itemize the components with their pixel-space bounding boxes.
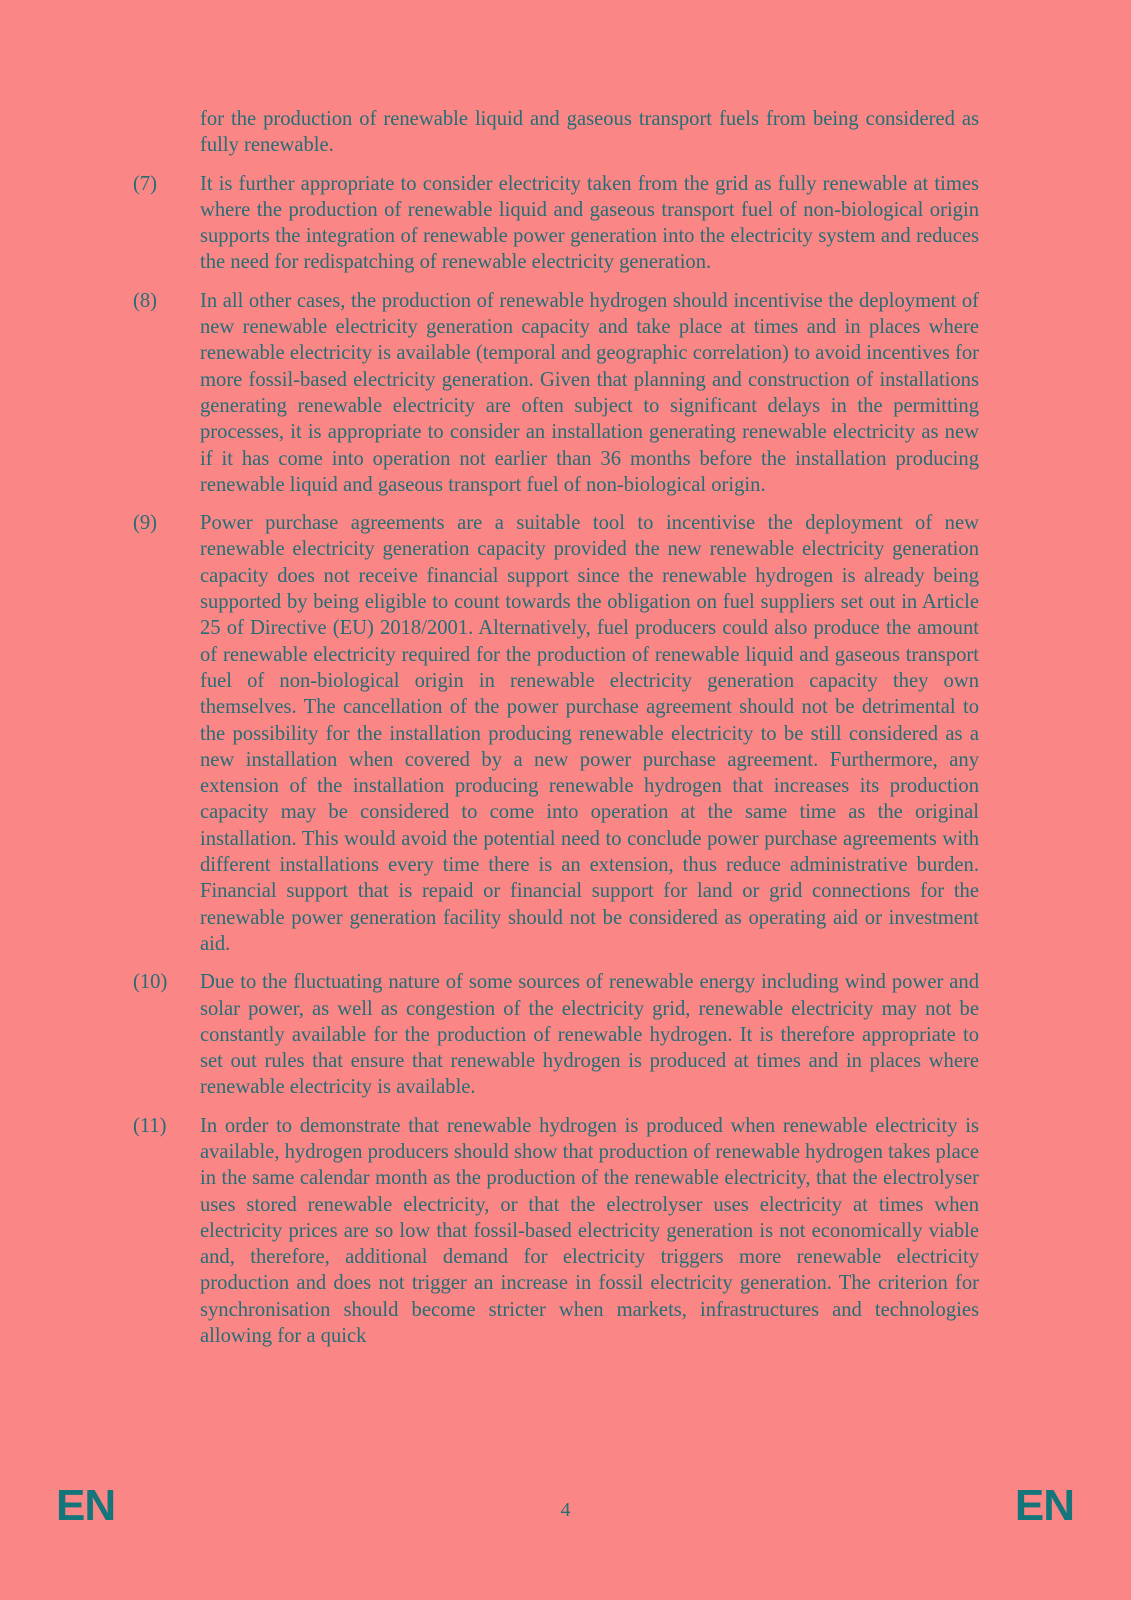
- recital-text: It is further appropriate to consider electricity taken from the grid as fully renewable at times where the production of renewable liquid and gaseous transport fuel of non-biological origin supports the integration of renewable power generation into the electricity system and reduces the need for redispatching of renewable electricity generation.: [200, 172, 979, 274]
- paragraph-continuation-text: for the production of renewable liquid and gaseous transport fuels from being considered as fully renewable.: [200, 108, 979, 157]
- recital-paragraph-10: [133, 969, 979, 1100]
- recital-paragraph-9: [133, 510, 979, 957]
- recital-number: (7): [133, 172, 158, 195]
- recital-number: (11): [133, 1114, 167, 1137]
- recital-paragraph-11: [133, 1113, 979, 1350]
- footer-language-code-left: EN: [56, 1481, 116, 1530]
- page-number: 4: [560, 1499, 571, 1521]
- document-body: [133, 106, 979, 1361]
- recital-text: Power purchase agreements are a suitable tool to incentivise the deployment of new renewable electricity generation capacity provided the new renewable electricity generation capacity does not receive financial support since the renewable hydrogen is already being supported by being eligible to count towards the obligation on fuel suppliers set out in Article 25 of Directive (EU) 2018/2001. Alternatively, fuel producers could also produce the amount of renewable electricity required for the production of renewable liquid and gaseous transport fuel of non-biological origin in renewable electricity generation capacity they own themselves. The cancellation of the power purchase agreement should not be detrimental to the possibility for the installation producing renewable electricity to be still considered as a new installation when covered by a new power purchase agreement. Furthermore, any extension of the installation producing renewable hydrogen that increases its production capacity may be considered to come into operation at the same time as the original installation. This would avoid the potential need to conclude power purchase agreements with different installations every time there is an extension, thus reduce administrative burden. Financial support that is repaid or financial support for land or grid connections for the renewable power generation facility should not be considered as operating aid or investment aid.: [200, 512, 979, 955]
- recital-number: (10): [133, 971, 168, 994]
- recital-text: In order to demonstrate that renewable hydrogen is produced when renewable electricity is available, hydrogen producers should show that production of renewable hydrogen takes place in the same calendar month as the production of the renewable electricity, that the electrolyser uses stored renewable electricity, or that the electrolyser uses electricity at times when electricity prices are so low that fossil-based electricity generation is not economically viable and, therefore, additional demand for electricity triggers more renewable electricity production and does not trigger an increase in fossil electricity generation. The criterion for synchronisation should become stricter when markets, infrastructures and technologies allowing for a quick: [200, 1114, 979, 1348]
- recital-text: Due to the fluctuating nature of some sources of renewable energy including wind power and solar power, as well as congestion of the electricity grid, renewable electricity may not be constantly available for the production of renewable hydrogen. It is therefore appropriate to set out rules that ensure that renewable hydrogen is produced at times and in places where renewable electricity is available.: [200, 971, 979, 1099]
- recital-text: In all other cases, the production of renewable hydrogen should incentivise the deployment of new renewable electricity generation capacity and take place at times and in places where renewable electricity is available (temporal and geographic correlation) to avoid incentives for more fossil-based electricity generation. Given that planning and construction of installations generating renewable electricity are often subject to significant delays in the permitting processes, it is appropriate to consider an installation generating renewable electricity as new if it has come into operation not earlier than 36 months before the installation producing renewable liquid and gaseous transport fuel of non-biological origin.: [200, 289, 979, 496]
- recital-number: (8): [133, 289, 158, 312]
- footer-language-code-right: EN: [1014, 1481, 1074, 1530]
- recital-paragraph-7: [133, 171, 979, 276]
- recital-paragraph-8: [133, 288, 979, 498]
- recital-number: (9): [133, 512, 158, 535]
